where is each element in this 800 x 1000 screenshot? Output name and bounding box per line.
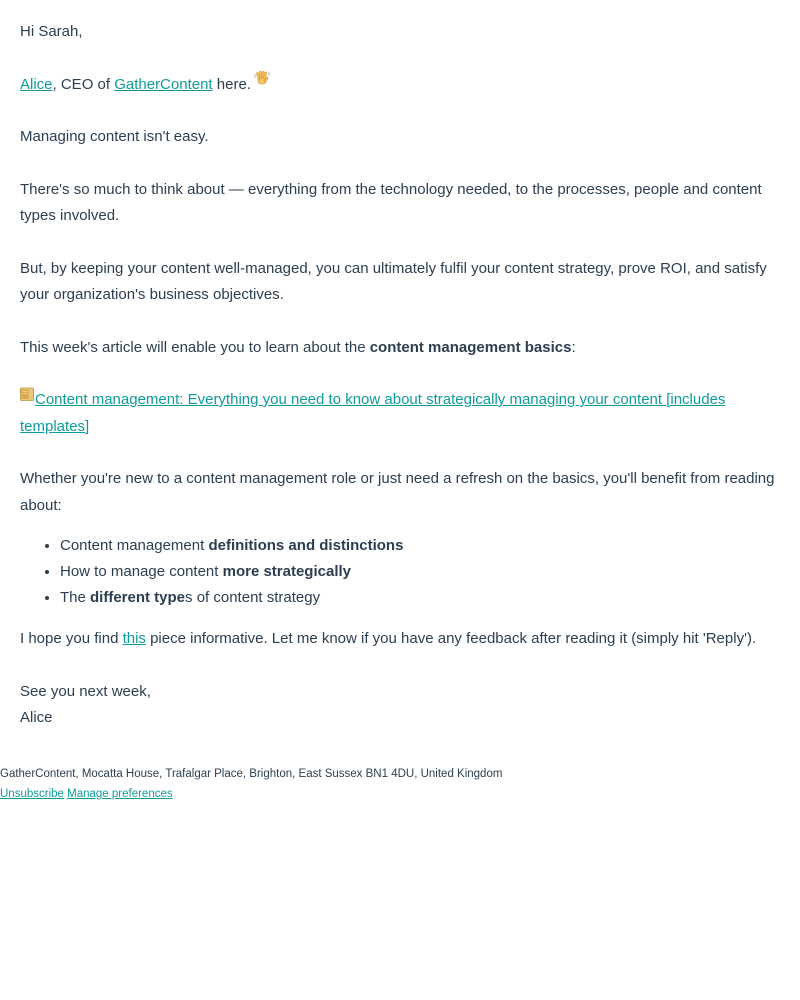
- closing-paragraph: [20, 626, 780, 653]
- waving-hand-icon: [254, 69, 270, 85]
- list-item-bold: definitions and distinctions: [208, 537, 404, 554]
- closing-text: I hope you find: [20, 630, 123, 647]
- list-item-suffix: s of content strategy: [185, 589, 321, 606]
- benefit-list: [20, 533, 780, 611]
- email-body: [20, 19, 780, 732]
- email-footer: [0, 764, 502, 804]
- list-item-bold: more strategically: [222, 563, 352, 580]
- unsubscribe-link[interactable]: Unsubscribe: [0, 788, 64, 800]
- article-link-paragraph: [20, 387, 780, 440]
- intro-mid-text: , CEO of: [52, 75, 115, 93]
- folder-icon: [20, 384, 34, 398]
- greeting: Hi Sarah,: [20, 23, 83, 40]
- list-item: [60, 559, 780, 585]
- list-item-text: The: [60, 589, 91, 606]
- intro-end-text: here.: [212, 75, 251, 93]
- list-item: [60, 585, 780, 611]
- paragraph-so-much: There's so much to think about — everything from the technology needed, to the processes, people and content types involved.: [20, 180, 762, 224]
- signoff: See you next week,: [20, 682, 151, 700]
- list-item-text: Content management: [60, 537, 209, 554]
- article-intro-bold: content management basics: [369, 338, 572, 356]
- list-item-text: How to manage content: [60, 563, 223, 580]
- this-article-link[interactable]: this: [122, 630, 146, 647]
- signoff-block: [20, 679, 780, 732]
- manage-preferences-link[interactable]: Manage preferences: [67, 788, 173, 800]
- article-intro-colon: :: [571, 338, 576, 356]
- list-item: [60, 533, 780, 559]
- company-link[interactable]: GatherContent: [114, 75, 213, 93]
- sender-name-link[interactable]: Alice: [20, 75, 53, 93]
- article-intro-text: This week's article will enable you to learn about the: [20, 338, 370, 356]
- footer-address: GatherContent, Mocatta House, Trafalgar Place, Brighton, East Sussex BN1 4DU, United Kingdom: [0, 768, 503, 780]
- intro-line: [20, 72, 780, 99]
- paragraph-managing: Managing content isn't easy.: [20, 128, 209, 145]
- closing-text-end: piece informative. Let me know if you have any feedback after reading it (simply hit 'Reply').: [145, 630, 757, 647]
- benefit-intro: Whether you're new to a content management role or just need a refresh on the basics, you'll benefit from reading about:: [20, 470, 775, 514]
- article-intro: [20, 335, 780, 362]
- article-link[interactable]: Content management: Everything you need to know about strategically managing your content [includes templates]: [20, 391, 726, 435]
- footer-links: [0, 784, 502, 804]
- paragraph-well-managed: But, by keeping your content well-managed, you can ultimately fulfil your content strategy, prove ROI, and satisfy your organization's business objectives.: [20, 259, 767, 303]
- list-item-bold: different type: [90, 589, 186, 606]
- signature: Alice: [20, 709, 53, 726]
